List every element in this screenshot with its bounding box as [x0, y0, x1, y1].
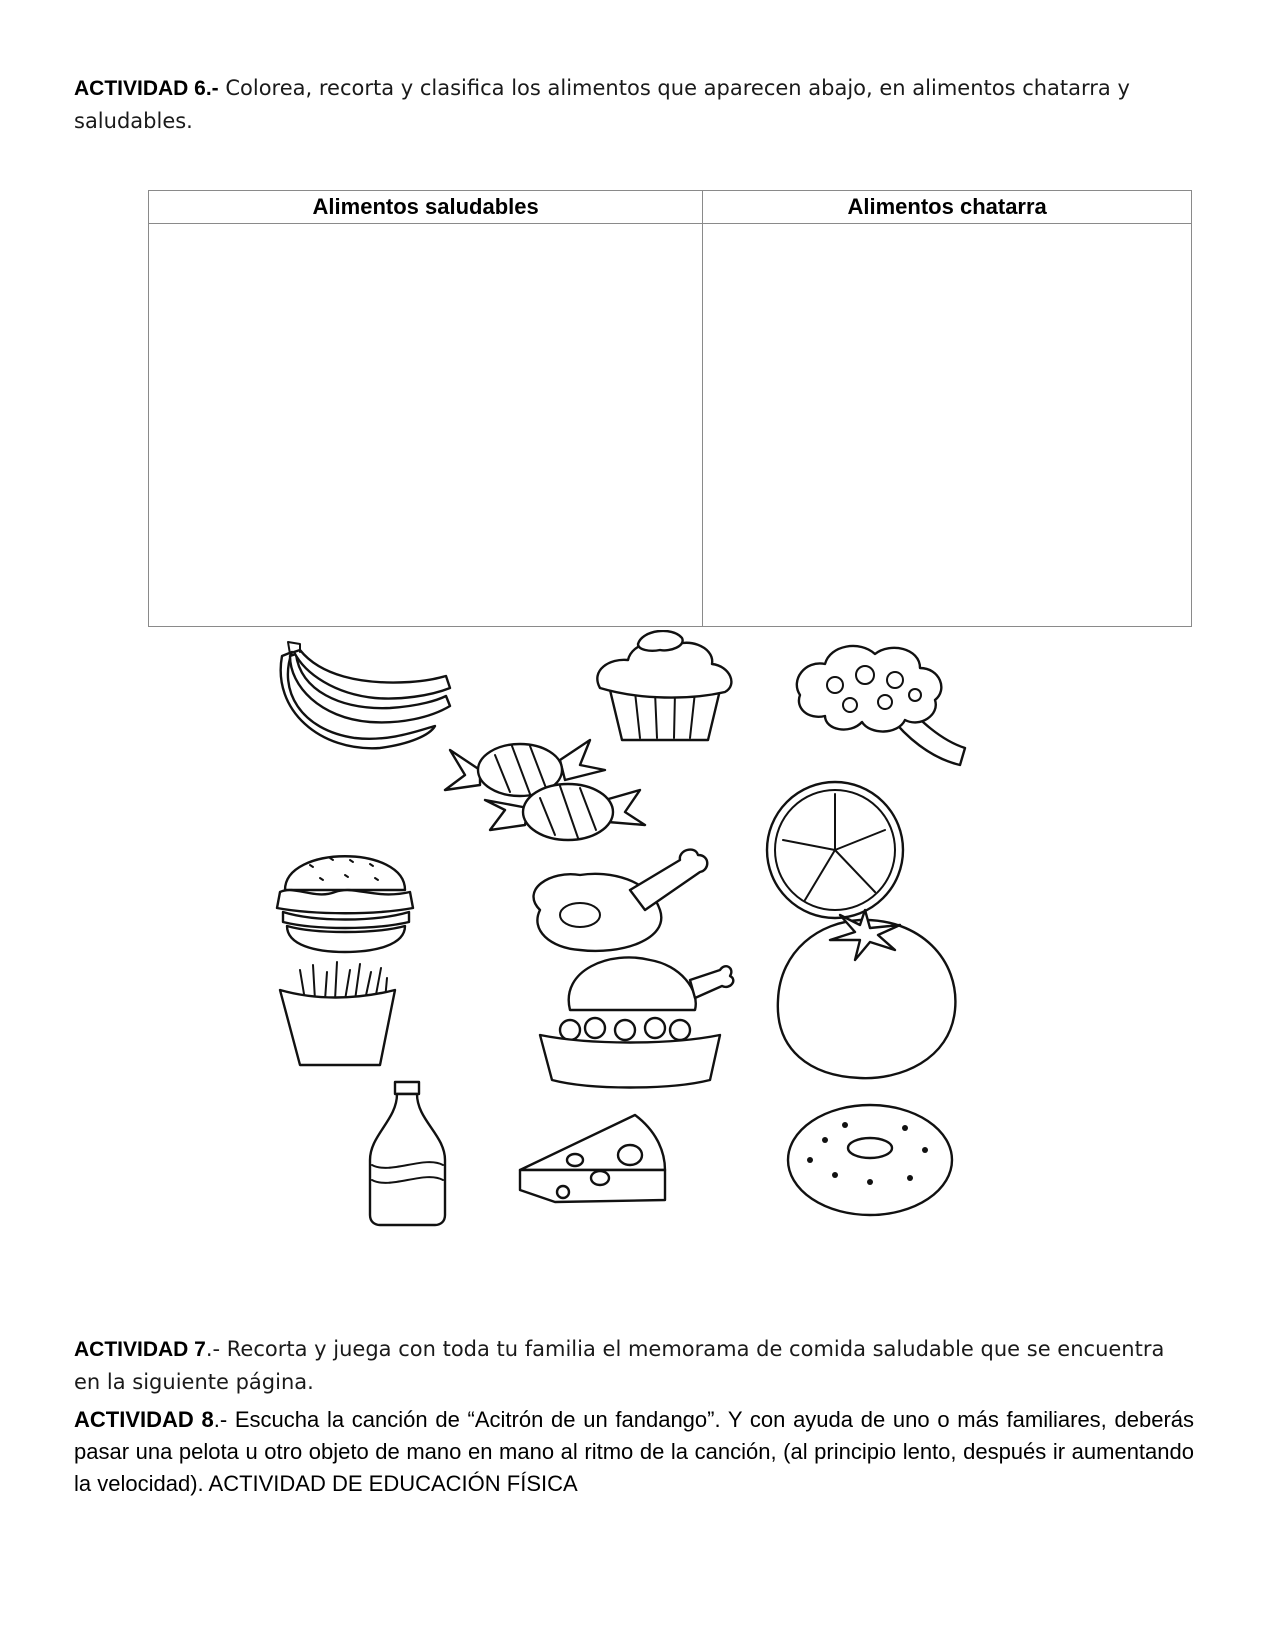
activity-6-text: Colorea, recorta y clasifica los alimentos que aparecen abajo, en alimentos chatarra y saludables. [74, 76, 1130, 133]
soda-bottle-icon [370, 1082, 445, 1225]
activity-8-instructions [74, 1404, 1194, 1500]
activity-8-label: ACTIVIDAD 8 [74, 1407, 214, 1432]
classification-table [148, 190, 1192, 627]
activity-7-text: .- Recorta y juega con toda tu familia el memorama de comida saludable que se encuentra en la siguiente página. [74, 1337, 1165, 1394]
food-illustrations [260, 630, 1010, 1270]
activity-8-text: .- Escucha la canción de “Acitrón de un fandango”. Y con ayuda de uno o más familiares, deberás pasar una pelota u otro objeto de mano en mano al ritmo de la canción, (al principio lento, después ir aumentando la velocidad). ACTIVIDAD DE EDUCACIÓN FÍSICA [74, 1407, 1195, 1496]
candy-icon [445, 740, 645, 840]
tomato-icon [778, 910, 956, 1078]
junk-foods-header: Alimentos chatarra [703, 191, 1192, 224]
junk-foods-cell [703, 224, 1192, 627]
donut-icon [788, 1105, 952, 1215]
orange-icon [767, 782, 903, 918]
healthy-foods-header: Alimentos saludables [149, 191, 703, 224]
activity-7-label: ACTIVIDAD 7 [74, 1338, 206, 1361]
activity-6-label: ACTIVIDAD 6.- [74, 77, 219, 100]
egg-and-drumstick-icon [534, 850, 708, 951]
activity-6-instructions [74, 72, 1194, 138]
cheese-icon [520, 1115, 665, 1202]
banana-icon [281, 642, 450, 748]
cupcake-icon [597, 631, 731, 740]
roast-chicken-icon [540, 957, 733, 1087]
activity-7-instructions [74, 1333, 1194, 1399]
french-fries-icon [280, 962, 395, 1065]
broccoli-icon [797, 646, 965, 765]
hamburger-icon [277, 856, 413, 952]
healthy-foods-cell [149, 224, 703, 627]
